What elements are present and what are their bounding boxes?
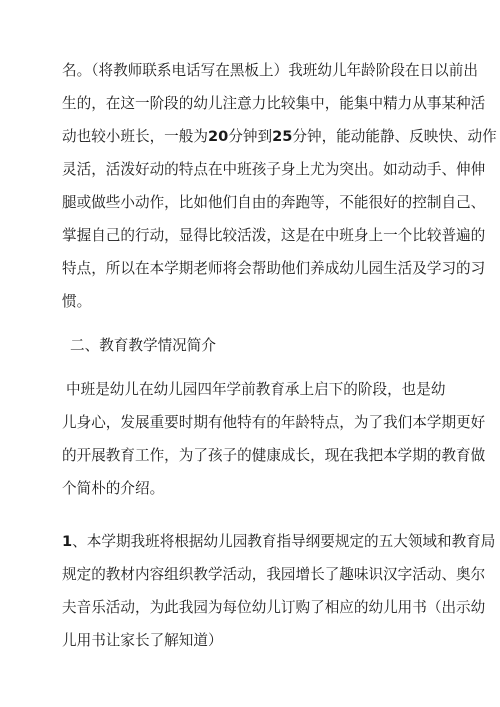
duration-min-number: 20 <box>207 128 229 145</box>
paragraph1-line7: 特点，所以在本学期老师将会帮助他们养成幼儿园生活及学习的习 <box>62 260 486 277</box>
paragraph3-line1-text: 、本学期我班将根据幼儿园教育指导纲要规定的五大领域和教育局 <box>72 533 496 550</box>
paragraph2-line1: 中班是幼儿在幼儿园四年学前教育承上启下的阶段，也是幼 <box>66 381 446 398</box>
paragraph3-line1 <box>62 533 495 551</box>
paragraph1-line6: 掌握自己的行动，显得比较活泼，这是在中班身上一个比较普遍的 <box>62 227 486 244</box>
duration-max-number: 25 <box>272 128 293 145</box>
paragraph3-line4: 儿用书让家长了解知道） <box>62 632 223 649</box>
paragraph1-line3-text-c: 分钟，能动能静、反映快、动作 <box>292 128 497 145</box>
paragraph2-line3: 的开展教育工作，为了孩子的健康成长，现在我把本学期的教育做 <box>62 447 486 464</box>
section-heading: 二、教育教学情况简介 <box>70 337 216 354</box>
paragraph1-line5: 腿或做些小动作，比如他们自由的奔跑等，不能很好的控制自己、 <box>62 194 486 211</box>
paragraph2-line4: 个简朴的介绍。 <box>62 480 165 497</box>
paragraph1-line3-text-b: 分钟到 <box>228 128 273 145</box>
paragraph1-line1: 名。（将教师联系电话写在黑板上）我班幼儿年龄阶段在日以前出 <box>62 62 478 79</box>
list-number: 1 <box>62 533 73 550</box>
paragraph2-line2: 儿身心，发展重要时期有他特有的年龄特点，为了我们本学期更好 <box>62 414 486 431</box>
paragraph1-line2: 生的，在这一阶段的幼儿注意力比较集中，能集中精力从事某种活 <box>62 95 486 112</box>
paragraph3-line2: 规定的教材内容组织教学活动，我园增长了趣味识汉字活动、奥尔 <box>62 566 486 583</box>
paragraph1-line3 <box>62 128 497 146</box>
paragraph1-line4: 灵活，活泼好动的特点在中班孩子身上尤为突出。如动动手、伸伸 <box>62 161 486 178</box>
paragraph3-line3: 夫音乐活动，为此我园为每位幼儿订购了相应的幼儿用书（出示幼 <box>62 599 486 616</box>
paragraph1-line3-text-a: 动也较小班长，一般为 <box>62 128 208 145</box>
paragraph1-line8: 惯。 <box>62 293 92 310</box>
